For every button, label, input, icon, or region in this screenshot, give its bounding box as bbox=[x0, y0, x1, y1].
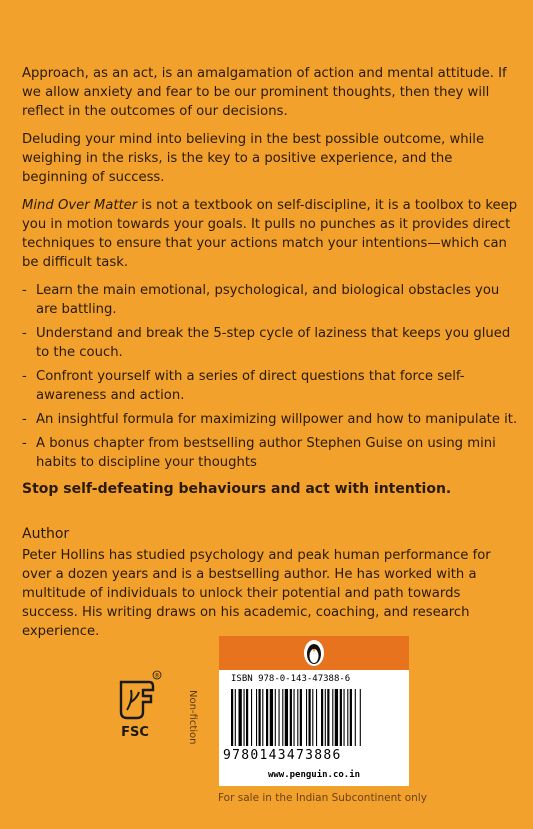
barcode-icon bbox=[231, 689, 399, 746]
fsc-logo-icon bbox=[113, 670, 163, 750]
isbn-label: ISBN 978-0-143-47388-6 bbox=[231, 674, 351, 684]
fsc-label: FSC bbox=[121, 725, 149, 740]
author-heading: Author bbox=[22, 526, 70, 542]
blurb-paragraph-1: Approach, as an act, is an amalgamation of action and mental attitude. If we allow anxiety and fear to be our prominent thoughts, then they will reflect in the outcomes of our decisions. bbox=[22, 66, 507, 119]
tagline: Stop self-defeating behaviours and act with intention. bbox=[22, 481, 452, 497]
publisher-band bbox=[219, 636, 409, 670]
list-item: - Confront yourself with a series of direct questions that force self-awareness and action. bbox=[22, 369, 465, 403]
sale-note: For sale in the Indian Subcontinent only bbox=[218, 792, 427, 804]
list-item: - Understand and break the 5-step cycle of laziness that keeps you glued to the couch. bbox=[22, 326, 511, 360]
blurb-paragraph-3 bbox=[22, 196, 518, 272]
list-item: - A bonus chapter from bestselling author Stephen Guise on using mini habits to discipline your thoughts bbox=[22, 436, 496, 470]
back-cover-text bbox=[22, 64, 518, 641]
barcode-digits: 9780143473886 bbox=[223, 748, 342, 763]
list-item: - Learn the main emotional, psychological, and biological obstacles you are battling. bbox=[22, 283, 500, 317]
fsc-registered-mark: ® bbox=[154, 672, 160, 680]
book-title: Mind Over Matter bbox=[22, 198, 138, 213]
list-item: - An insightful formula for maximizing willpower and how to manipulate it. bbox=[22, 412, 518, 427]
barcode-block bbox=[219, 636, 409, 786]
publisher-website: www.penguin.co.in bbox=[267, 770, 361, 780]
category-label: Non-fiction bbox=[187, 690, 198, 745]
blurb-paragraph-2: Deluding your mind into believing in the best possible outcome, while weighing in the risks, is the key to a positive experience, and the beginning of success. bbox=[22, 132, 485, 185]
feature-list bbox=[22, 281, 518, 472]
penguin-logo-icon bbox=[303, 639, 325, 667]
author-bio: Peter Hollins has studied psychology and peak human performance for over a dozen years and is a bestselling author. He has worked with a multitude of individuals to unlock their potential and path towards success. His writing draws on his academic, coaching, and research experience. bbox=[22, 548, 491, 639]
blurb-paragraph-3-text: is not a textbook on self-discipline, it is a toolbox to keep you in motion towards your goals. It pulls no punches as it provides direct techniques to ensure that your actions match your intentions—which can be difficult task. bbox=[22, 198, 518, 270]
